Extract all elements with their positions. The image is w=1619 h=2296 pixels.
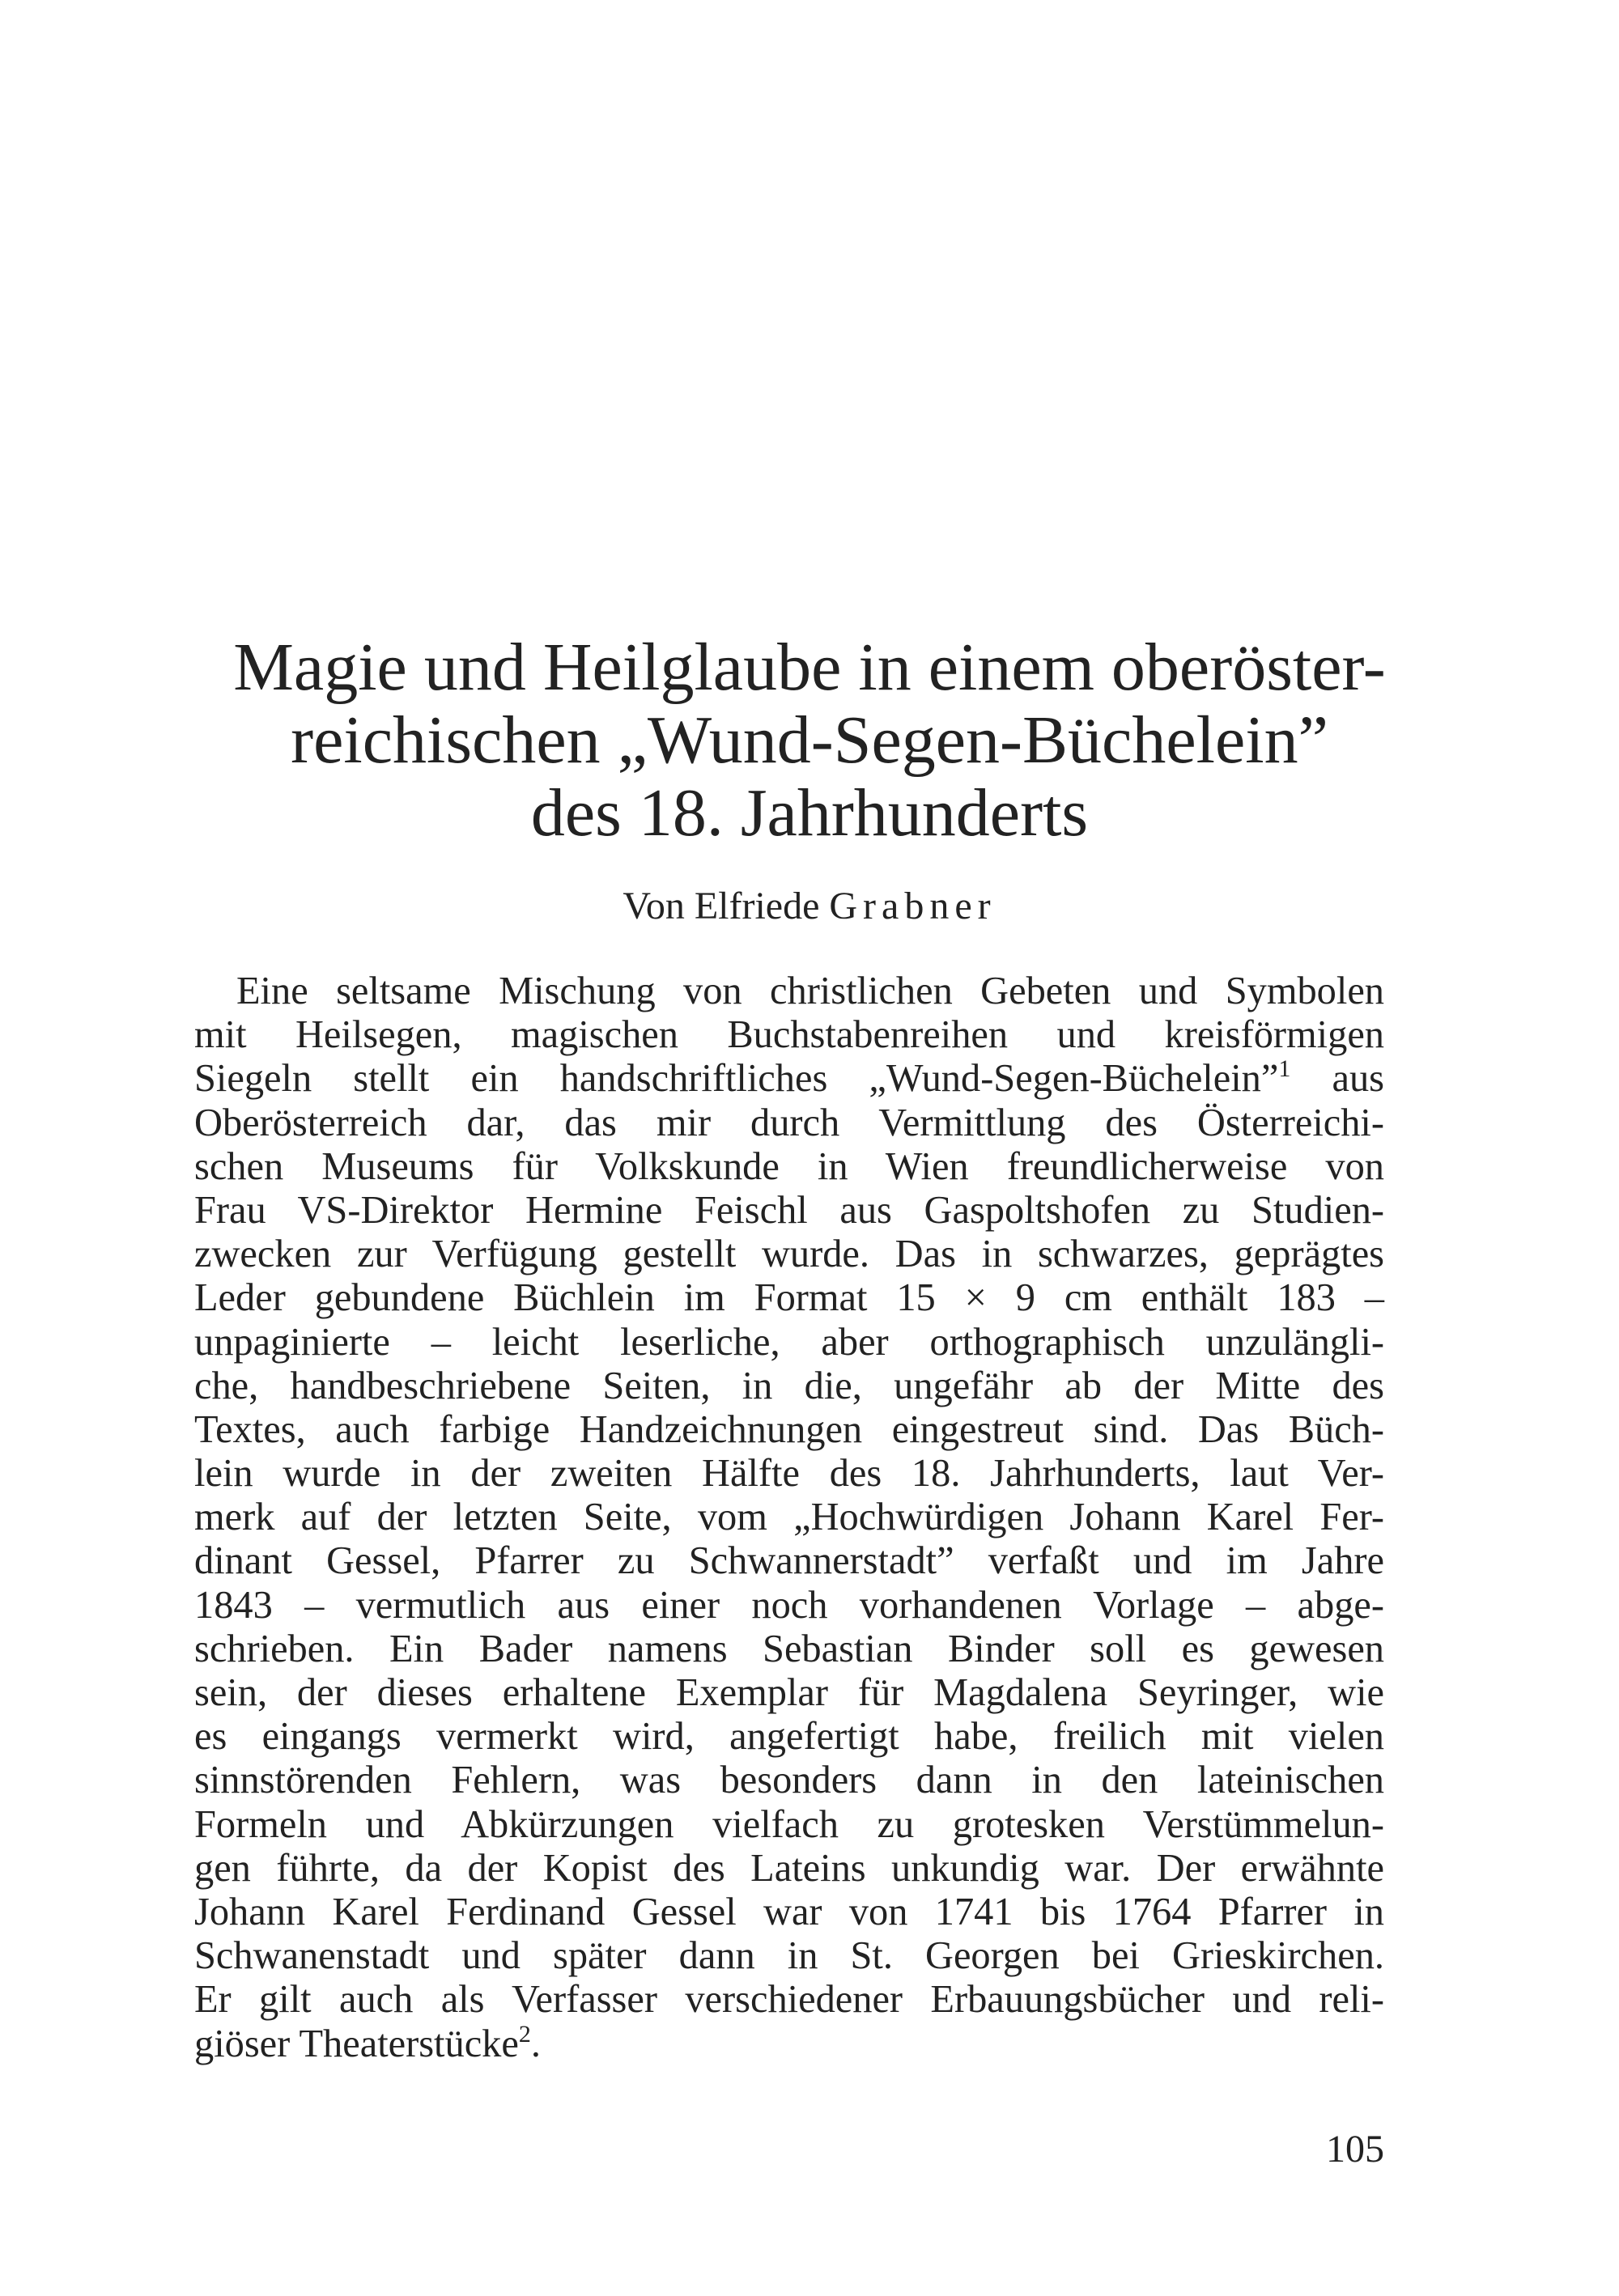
body-line-3-tail: aus [1332,1057,1384,1101]
body-line-3 [194,1057,1384,1101]
body-line-21: gen führte, da der Kopist des Lateins unkundig war. Der erwähnte [194,1846,1384,1890]
article-title [162,631,1457,850]
body-line-5: schen Museums für Volkskunde in Wien freundlicherweise von [194,1144,1384,1188]
body-line-9: unpaginierte – leicht leserliche, aber orthographisch unzulängli- [194,1320,1384,1364]
body-line-25-text: giöser Theaterstücke [194,2022,519,2065]
title-line-3: des 18. Jahrhunderts [530,775,1089,851]
body-line-20: Formeln und Abkürzungen vielfach zu grotesken Verstümmelun- [194,1802,1384,1846]
body-line-19: sinnstörenden Fehlern, was besonders dann in den lateinischen [194,1759,1384,1802]
body-line-16: schrieben. Ein Bader namens Sebastian Binder soll es gewesen [194,1627,1384,1670]
footnote-ref-1: 1 [1278,1055,1291,1083]
body-line-10: che, handbeschriebene Seiten, in die, ungefähr ab der Mitte des [194,1364,1384,1407]
body-line-3-text: Siegeln stellt ein handschriftliches „Wund-Segen-Bücheleinˮ [194,1057,1279,1101]
body-line-11: Textes, auch farbige Handzeichnungen eingestreut sind. Das Büch- [194,1407,1384,1451]
body-line-12: lein wurde in der zweiten Hälfte des 18. Jahrhunderts, laut Ver- [194,1452,1384,1496]
author-surname: Grabner [829,885,996,927]
body-line-4: Oberösterreich dar, das mir durch Vermittlung des Österreichi- [194,1101,1384,1144]
body-line-8: Leder gebundene Büchlein im Format 15 × 9 cm enthält 183 – [194,1276,1384,1320]
body-paragraph [194,970,1384,2066]
body-line-25 [194,2022,1384,2066]
author-byline [162,882,1457,931]
body-line-24: Er gilt auch als Verfasser verschiedener Erbauungsbücher und reli- [194,1978,1384,2022]
body-line-14: dinant Gessel, Pfarrer zu Schwannerstadtˮ verfaßt und im Jahre [194,1539,1384,1583]
footnote-ref-2: 2 [518,2020,531,2048]
body-line-17: sein, der dieses erhaltene Exemplar für Magdalena Seyringer, wie [194,1671,1384,1714]
body-line-23: Schwanenstadt und später dann in St. Georgen bei Grieskirchen. [194,1934,1384,1978]
title-line-1: Magie und Heilglaube in einem oberöster- [233,630,1386,705]
body-line-2: mit Heilsegen, magischen Buchstabenreihen und kreisförmigen [194,1013,1384,1057]
body-line-13: merk auf der letzten Seite, vom „Hochwürdigen Johann Karel Fer- [194,1496,1384,1539]
body-line-22: Johann Karel Ferdinand Gessel war von 1741 bis 1764 Pfarrer in [194,1890,1384,1933]
author-prefix: Von Elfriede [623,885,820,927]
body-line-1: Eine seltsame Mischung von christlichen Gebeten und Symbolen [236,970,1384,1012]
body-line-6: Frau VS-Direktor Hermine Feischl aus Gaspoltshofen zu Studien- [194,1188,1384,1232]
page-number: 105 [1326,2128,1384,2171]
body-line-7: zwecken zur Verfügung gestellt wurde. Das in schwarzes, geprägtes [194,1233,1384,1276]
body-line-18: es eingangs vermerkt wird, angefertigt habe, freilich mit vielen [194,1715,1384,1759]
final-punctuation: . [530,2022,541,2065]
body-line-15: 1843 – vermutlich aus einer noch vorhandenen Vorlage – abge- [194,1583,1384,1627]
title-line-2: reichischen „Wund-Segen-Bücheleinˮ [291,702,1328,778]
